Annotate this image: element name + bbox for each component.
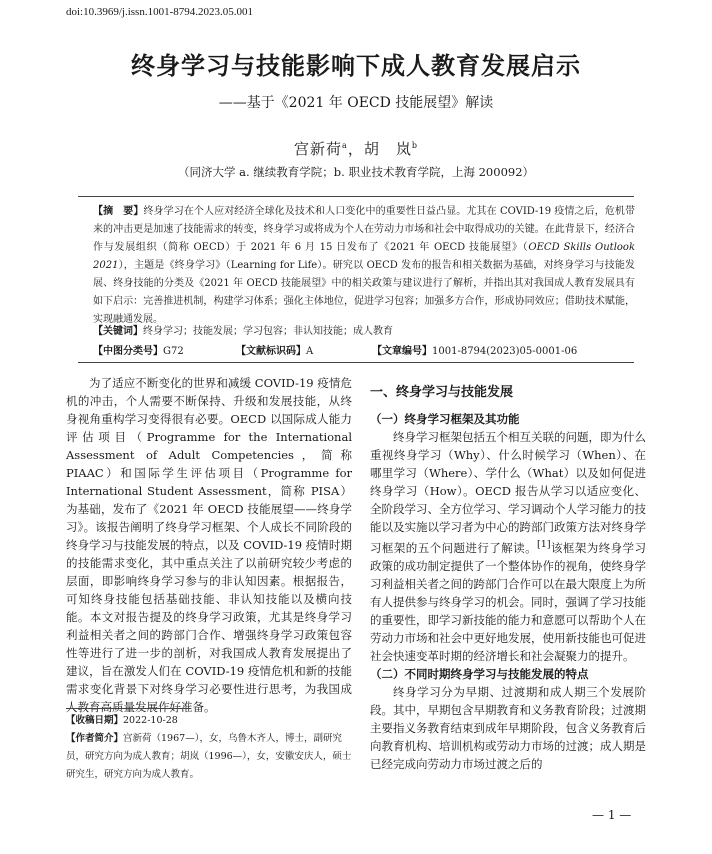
subsection-heading-2: （二）不同时期终身学习与技能发展的特点 [370, 666, 589, 681]
author-info [66, 730, 352, 784]
keywords [93, 323, 635, 341]
abstract-top-rule [78, 196, 634, 197]
article-number [372, 342, 577, 357]
left-column [66, 374, 352, 716]
author-info-label: 【作者简介】 [66, 733, 124, 744]
authors: 宫新荷$^a$，胡 岚$^b$ [294, 140, 418, 158]
page-number: — 1 — [592, 808, 632, 822]
author-info-text: 宫新荷（1967—），女，乌鲁木齐人，博士，副研究员，研究方向为成人教育；胡岚（1996—），女，安徽安庆人，硕士研究生，研究方向为成人教育。 [66, 733, 352, 780]
keywords-label: 【关键词】 [93, 326, 143, 337]
classification [93, 342, 184, 357]
received-date [66, 712, 352, 730]
keywords-text: 终身学习；技能发展；学习包容；非认知技能；成人教育 [143, 326, 393, 337]
footnote-rule [66, 708, 191, 709]
document-code-value: A [306, 346, 314, 357]
article-number-value: 1001-8794(2023)05-0001-06 [432, 346, 578, 357]
abstract-text: 终身学习在个人应对经济全球化及技术和人口变化中的重要性日益凸显。尤其在 COVID-19 疫情之后，危机带来的冲击更是加速了技能需求的转变，终身学习或将成为个人在劳动力市场和社会中取得成功的关键。在此背景下，经济合作与发展组织（简称 OECD）于 2021 年 6 月 15 日发布了《2021 年 OECD 技能展望》（OECD Skills Outlook 2021），主题是《终身学习》（Learning for Life）。研究以 OECD 发布的报告和相关数据为基础，对终身学习与技能发展、终身技能的分类及《2021 年 OECD 技能展望》中的相关政策与建议进行了解析，并指出其对我国成人教育发展具有如下启示：完善推进机制，构建学习体系；强化主体地位，促进学习包容；加强多方合作，形成协同效应；借助技术赋能，实现融通发展。 [93, 206, 636, 325]
classification-label: 【中图分类号】 [93, 346, 163, 357]
intro-paragraph: 为了适应不断变化的世界和减缓 COVID-19 疫情危机的冲击，个人需要不断保持、升级和发展技能，从终身视角重构学习变得很有必要。OECD 以国际成人能力评估项目（Programme for the International Assessment of Adult Competencies，简称 PIAAC）和国际学生评估项目（Programme for International Student Assessment，简称 PISA）为基础，发布了《2021 年 OECD 技能展望——终身学习》。该报告阐明了终身学习框架、个人成长不同阶段的终身学习与技能发展的特点，以及 COVID-19 疫情时期的技能需求变化，其中重点关注了以前研究较少考虑的层面，即影响终身学习参与的非认知因素。根据报告，可知终身技能包括基础技能、非认知技能以及横向技能。本文对报告提及的终身学习政策，尤其是终身学习利益相关者之间的跨部门合作、增强终身学习政策包容性等进行了进一步的剖析，对我国成人教育发展提出了建议，旨在激发人们在 COVID-19 疫情危机和新的技能需求变化背景下对终身学习必要性进行思考，为我国成人教育高质量发展作好准备。 [66, 376, 352, 714]
abstract-label: 【摘 要】 [93, 206, 144, 217]
article-number-label: 【文章编号】 [372, 346, 432, 357]
subsection-paragraph-1: 终身学习框架包括五个相互关联的问题，即为什么重视终身学习（Why）、什么时候学习（When）、在哪里学习（Where）、学什么（What）以及如何促进终身学习（How）。OECD 报告从学习以适应变化、全阶段学习、全方位学习、学习调动个人学习能力的技能以及实施以学习者为中心的跨部门政策方法对终身学习框架的五个问题进行了解读。[1]该框架为终身学习政策的成功制定提供了一个整体协作的视角，使终身学习利益相关者之间的跨部门合作可以在最大限度上为所有人提供参与终身学习的机会。同时，强调了学习技能的重要性，即学习新技能的能力和意愿可以帮助个人在劳动力市场和社会中更好地发展，使用新技能也可促进社会快速变革时期的经济增长和社会凝聚力的提升。 [370, 430, 647, 663]
abstract [93, 203, 635, 329]
document-code [236, 342, 313, 357]
right-column [370, 384, 646, 773]
abstract-bottom-rule [78, 362, 634, 363]
received-label: 【收稿日期】 [66, 715, 124, 726]
article-subtitle: ——基于《2021 年 OECD 技能展望》解读 [218, 95, 494, 111]
received-value: 2022-10-28 [123, 715, 178, 726]
doi: doi:10.3969/j.issn.1001-8794.2023.05.001 [66, 6, 254, 18]
subsection-paragraph-2: 终身学习分为早期、过渡期和成人期三个发展阶段。其中，早期包含早期教育和义务教育阶段；过渡期主要指义务教育结束到成年早期阶段，包含义务教育后向教育机构、培训机构或劳动力市场的过渡；成人期是已经完成向劳动力市场过渡之后的 [370, 684, 646, 771]
affiliation: （同济大学 a. 继续教育学院；b. 职业技术教育学院，上海 200092） [177, 165, 535, 179]
document-code-label: 【文献标识码】 [236, 346, 306, 357]
article-title: 终身学习与技能影响下成人教育发展启示 [131, 51, 581, 80]
classification-value: G72 [163, 346, 184, 357]
section-heading: 一、终身学习与技能发展 [370, 385, 514, 400]
subsection-heading-1: （一）终身学习框架及其功能 [370, 412, 520, 426]
